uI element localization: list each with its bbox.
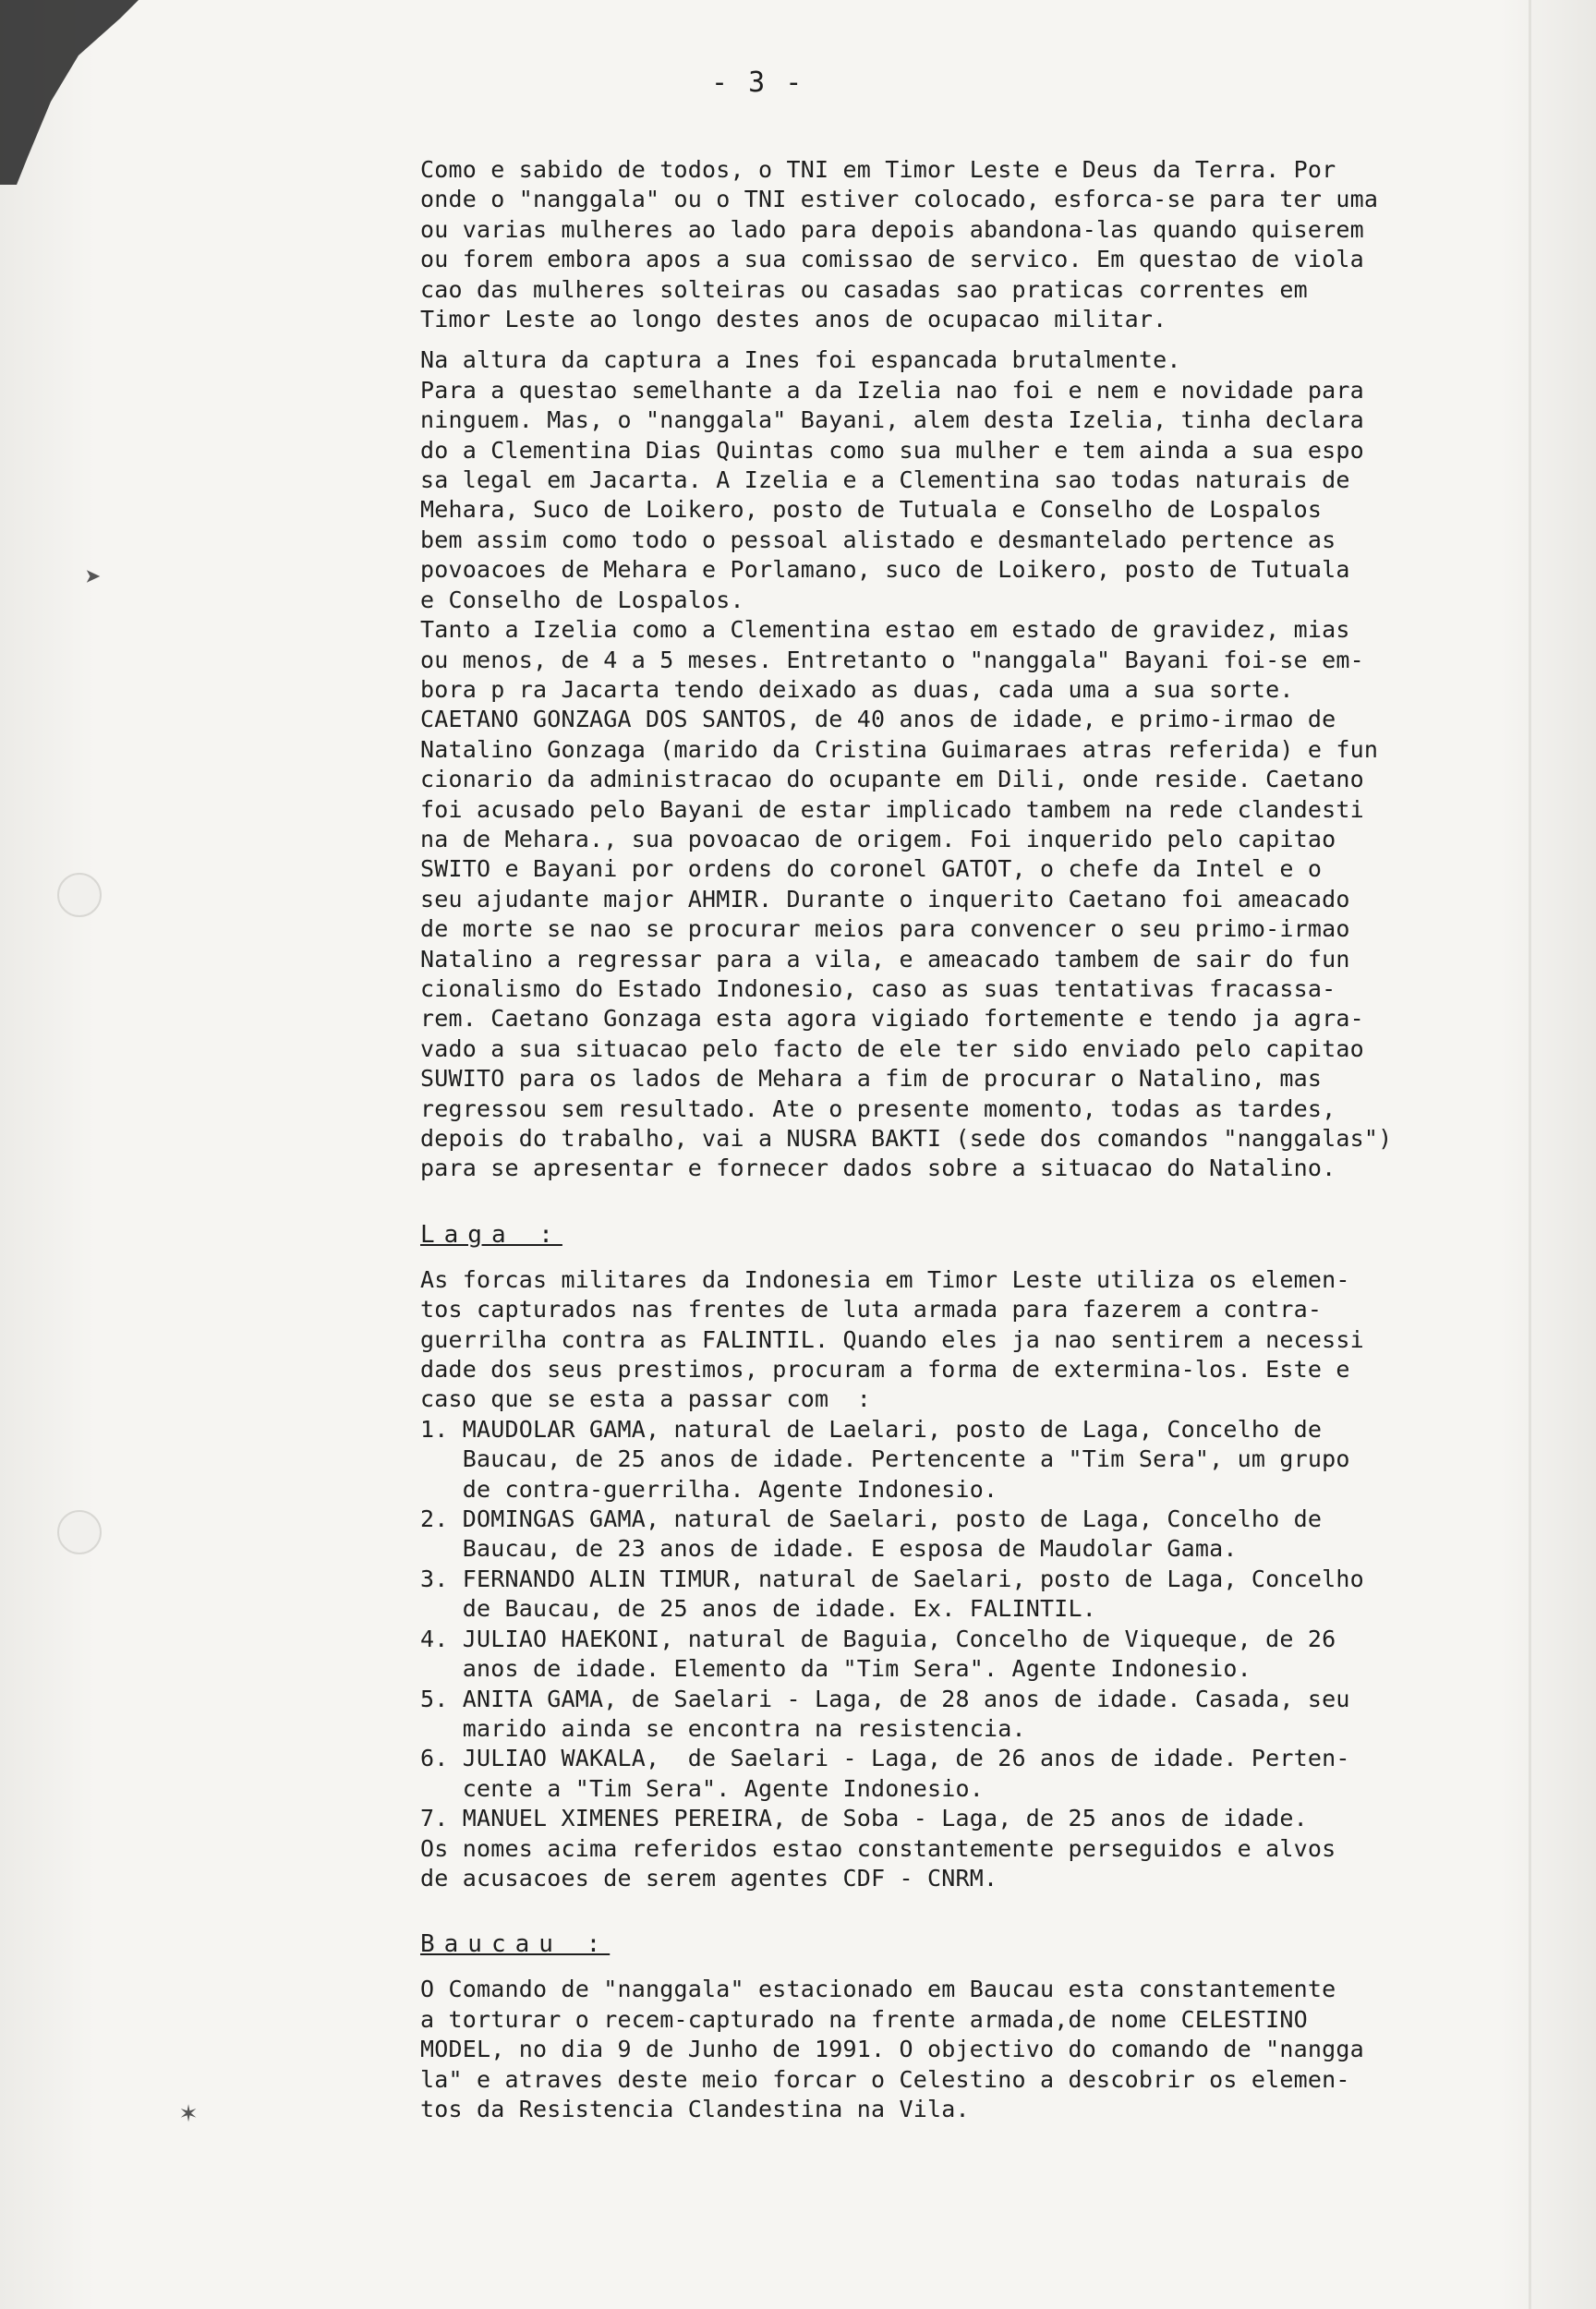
ines-paragraph	[420, 345, 1566, 1183]
text-line: rem. Caetano Gonzaga esta agora vigiado fortemente e tendo ja agra-	[420, 1005, 1364, 1033]
list-item: 7. MANUEL XIMENES PEREIRA, de Soba - Laga, de 25 anos de idade.	[420, 1805, 1308, 1832]
text-line: ou menos, de 4 a 5 meses. Entretanto o "nanggala" Bayani foi-se em-	[420, 646, 1364, 673]
text-line: Como e sabido de todos, o TNI em Timor Leste e Deus da Terra. Por	[420, 156, 1336, 183]
corner-scan-artifact	[0, 0, 139, 185]
text-line: na de Mehara., sua povoacao de origem. Foi inquerido pelo capitao	[420, 825, 1336, 852]
text-line: sa legal em Jacarta. A Izelia e a Clementina sao todas naturais de	[420, 466, 1350, 494]
text-line: As forcas militares da Indonesia em Timor Leste utiliza os elemen-	[420, 1265, 1350, 1293]
section-heading-baucau: Baucau :	[420, 1930, 611, 1959]
list-item: 1. MAUDOLAR GAMA, natural de Laelari, posto de Laga, Concelho de	[420, 1415, 1323, 1443]
list-item: de Baucau, de 25 anos de idade. Ex. FALINTIL.	[420, 1595, 1097, 1623]
text-line: de morte se nao se procurar meios para convencer o seu primo-irmao	[420, 915, 1350, 943]
text-line: povoacoes de Mehara e Porlamano, suco de Loikero, posto de Tutuala	[420, 556, 1350, 584]
text-line: bem assim como todo o pessoal alistado e desmantelado pertence as	[420, 526, 1336, 553]
text-line: Tanto a Izelia como a Clementina estao em estado de gravidez, mias	[420, 616, 1350, 644]
text-line: SWITO e Bayani por ordens do coronel GATOT, o chefe da Intel e o	[420, 855, 1323, 883]
text-line: caso que se esta a passar com :	[420, 1385, 872, 1413]
laga-intro	[420, 1265, 1566, 1415]
text-line: Timor Leste ao longo destes anos de ocupacao militar.	[420, 306, 1167, 333]
text-line: cionario da administracao do ocupante em Dili, onde reside. Caetano	[420, 766, 1364, 793]
text-line: Na altura da captura a Ines foi espancada brutalmente.	[420, 346, 1181, 374]
text-line: Mehara, Suco de Loikero, posto de Tutuala e Conselho de Lospalos	[420, 496, 1323, 524]
text-line: cao das mulheres solteiras ou casadas sao praticas correntes em	[420, 275, 1308, 303]
text-line: CAETANO GONZAGA DOS SANTOS, de 40 anos de idade, e primo-irmao de	[420, 706, 1336, 733]
text-line: tos da Resistencia Clandestina na Vila.	[420, 2095, 970, 2122]
text-line: cionalismo do Estado Indonesio, caso as suas tentativas fracassa-	[420, 974, 1336, 1002]
text-line: Natalino a regressar para a vila, e ameacado tambem de sair do fun	[420, 945, 1350, 973]
text-line: guerrilha contra as FALINTIL. Quando eles ja nao sentirem a necessi	[420, 1325, 1364, 1353]
text-line: para se apresentar e fornecer dados sobre a situacao do Natalino.	[420, 1154, 1336, 1182]
document-body	[420, 155, 1566, 2124]
text-line: onde o "nanggala" ou o TNI estiver colocado, esforca-se para ter uma	[420, 186, 1379, 213]
list-item: de contra-guerrilha. Agente Indonesio.	[420, 1475, 998, 1503]
list-item: Baucau, de 23 anos de idade. E esposa de Maudolar Gama.	[420, 1535, 1238, 1563]
text-line: Natalino Gonzaga (marido da Cristina Guimaraes atras referida) e fun	[420, 735, 1379, 763]
text-line: depois do trabalho, vai a NUSRA BAKTI (sede dos comandos "nanggalas")	[420, 1125, 1393, 1152]
list-item: cente a "Tim Sera". Agente Indonesio.	[420, 1774, 985, 1802]
text-line: seu ajudante major AHMIR. Durante o inquerito Caetano foi ameacado	[420, 885, 1350, 913]
text-line: de acusacoes de serem agentes CDF - CNRM.	[420, 1864, 998, 1892]
text-line: a torturar o recem-capturado na frente armada,de nome CELESTINO	[420, 2005, 1308, 2033]
ink-speck: ✶	[180, 2097, 198, 2129]
text-line: regressou sem resultado. Ate o presente momento, todas as tardes,	[420, 1094, 1336, 1122]
punch-hole	[57, 873, 102, 917]
text-line: Os nomes acima referidos estao constantemente perseguidos e alvos	[420, 1834, 1336, 1862]
list-item: 4. JULIAO HAEKONI, natural de Baguia, Concelho de Viqueque, de 26	[420, 1625, 1336, 1652]
section-heading-laga: Laga :	[420, 1220, 562, 1249]
text-line: foi acusado pelo Bayani de estar implicado tambem na rede clandesti	[420, 795, 1364, 823]
text-line: dade dos seus prestimos, procuram a forma de extermina-los. Este e	[420, 1356, 1350, 1384]
text-line: Para a questao semelhante a da Izelia nao foi e nem e novidade para	[420, 376, 1364, 404]
list-item: 2. DOMINGAS GAMA, natural de Saelari, posto de Laga, Concelho de	[420, 1505, 1323, 1533]
ink-speck: ➤	[85, 562, 103, 594]
text-line: ninguem. Mas, o "nanggala" Bayani, alem desta Izelia, tinha declara	[420, 406, 1364, 434]
page-number: - 3 -	[711, 66, 804, 99]
text-line: ou varias mulheres ao lado para depois abandona-las quando quiserem	[420, 215, 1364, 243]
baucau-paragraph	[420, 1975, 1566, 2124]
list-item: 6. JULIAO WAKALA, de Saelari - Laga, de 26 anos de idade. Perten-	[420, 1745, 1350, 1772]
text-line: la" e atraves deste meio forcar o Celestino a descobrir os elemen-	[420, 2065, 1350, 2093]
text-line: vado a sua situacao pelo facto de ele ter sido enviado pelo capitao	[420, 1034, 1364, 1062]
text-line: do a Clementina Dias Quintas como sua mulher e tem ainda a sua espo	[420, 436, 1364, 464]
list-item: anos de idade. Elemento da "Tim Sera". Agente Indonesio.	[420, 1655, 1251, 1683]
text-line: SUWITO para os lados de Mehara a fim de procurar o Natalino, mas	[420, 1065, 1323, 1093]
text-line: e Conselho de Lospalos.	[420, 586, 744, 613]
list-item: 5. ANITA GAMA, de Saelari - Laga, de 28 anos de idade. Casada, seu	[420, 1685, 1350, 1712]
intro-paragraph	[420, 155, 1566, 334]
text-line: O Comando de "nanggala" estacionado em Baucau esta constantemente	[420, 1976, 1336, 2003]
punch-hole	[57, 1510, 102, 1554]
list-item: Baucau, de 25 anos de idade. Pertencente a "Tim Sera", um grupo	[420, 1445, 1350, 1473]
text-line: tos capturados nas frentes de luta armada para fazerem a contra-	[420, 1296, 1323, 1324]
list-item: 3. FERNANDO ALIN TIMUR, natural de Saelari, posto de Laga, Concelho	[420, 1565, 1364, 1592]
laga-list	[420, 1415, 1566, 1894]
text-line: ou forem embora apos a sua comissao de servico. Em questao de viola	[420, 246, 1364, 273]
text-line: MODEL, no dia 9 de Junho de 1991. O objectivo do comando de "nangga	[420, 2036, 1364, 2063]
text-line: bora p ra Jacarta tendo deixado as duas, cada uma a sua sorte.	[420, 675, 1294, 703]
list-item: marido ainda se encontra na resistencia.	[420, 1714, 1026, 1742]
